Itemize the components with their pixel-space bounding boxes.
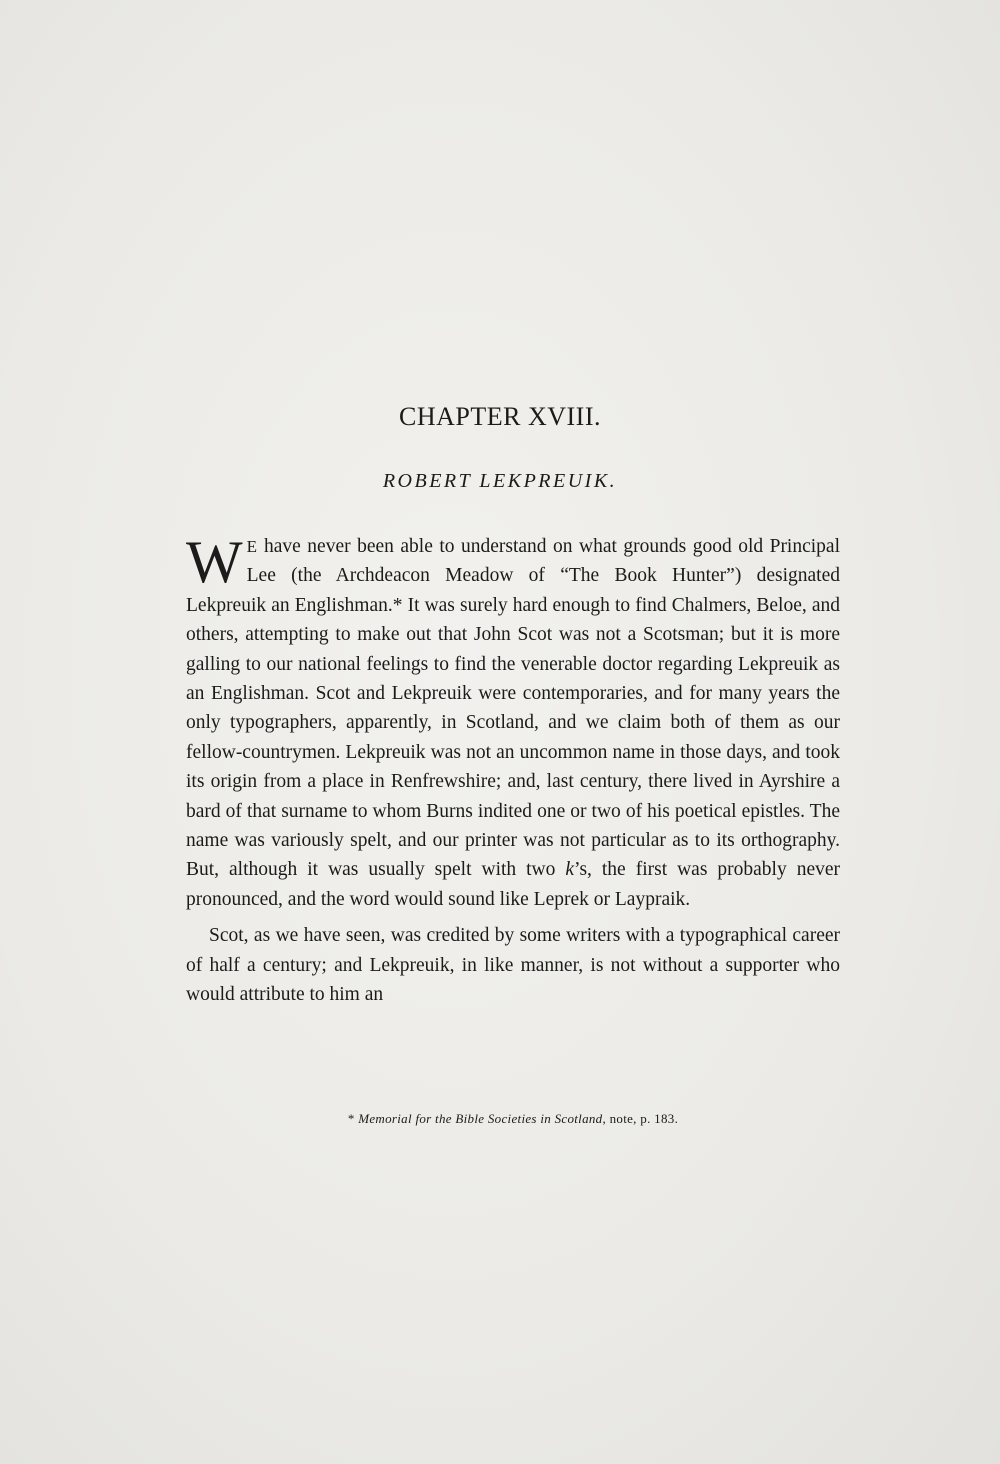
paragraph-1-end: ’s, the first was probably never pronounced, and the word would sound like Leprek or Laypraik. <box>186 859 840 910</box>
footnote-rest: note, p. 183. <box>606 1111 679 1126</box>
footnote-marker: * <box>347 1111 359 1126</box>
chapter-subtitle: ROBERT LEKPREUIK. <box>382 470 618 492</box>
paragraph-2: Scot, as we have seen, was credited by some writers with a typographical career of half a century; and Lekpreuik, in like manner, is not without a supporter who would attribute to him an <box>186 925 840 1006</box>
chapter-title: CHAPTER XVIII. <box>399 402 601 431</box>
small-cap-letter: E <box>246 537 258 556</box>
paragraph-1-text: have never been able to understand on what grounds good old Principal Lee (the Archdeacon Meadow of “The Book Hunter”) designated Lekpreuik an Englishman.* It was surely hard enough to find Chalmers, Beloe, and others, attempting to make out that John Scot was not a Scotsman; but it is more galling to our national feelings to find the venerable doctor regarding Lekpreuik as an Englishman. Scot and Lekpreuik were contemporaries, and for many years the only typographers, apparently, in Scotland, and we claim both of them as our fellow-countrymen. Lekpreuik was not an uncommon name in those days, and took its origin from a place in Renfrewshire; and, last century, there lived in Ayrshire a bard of that surname to whom Burns indited one or two of his poetical epistles. The name was variously spelt, and our printer was not particular as to its orthography. But, although it was usually spelt with two <box>186 536 840 881</box>
footnote-title: Memorial for the Bible Societies in Scotland, <box>358 1111 607 1126</box>
paragraph-1 <box>186 529 840 914</box>
drop-cap: W <box>186 529 243 595</box>
footnote <box>186 1111 840 1127</box>
body-text <box>186 529 840 1010</box>
italic-k: k <box>565 859 575 881</box>
